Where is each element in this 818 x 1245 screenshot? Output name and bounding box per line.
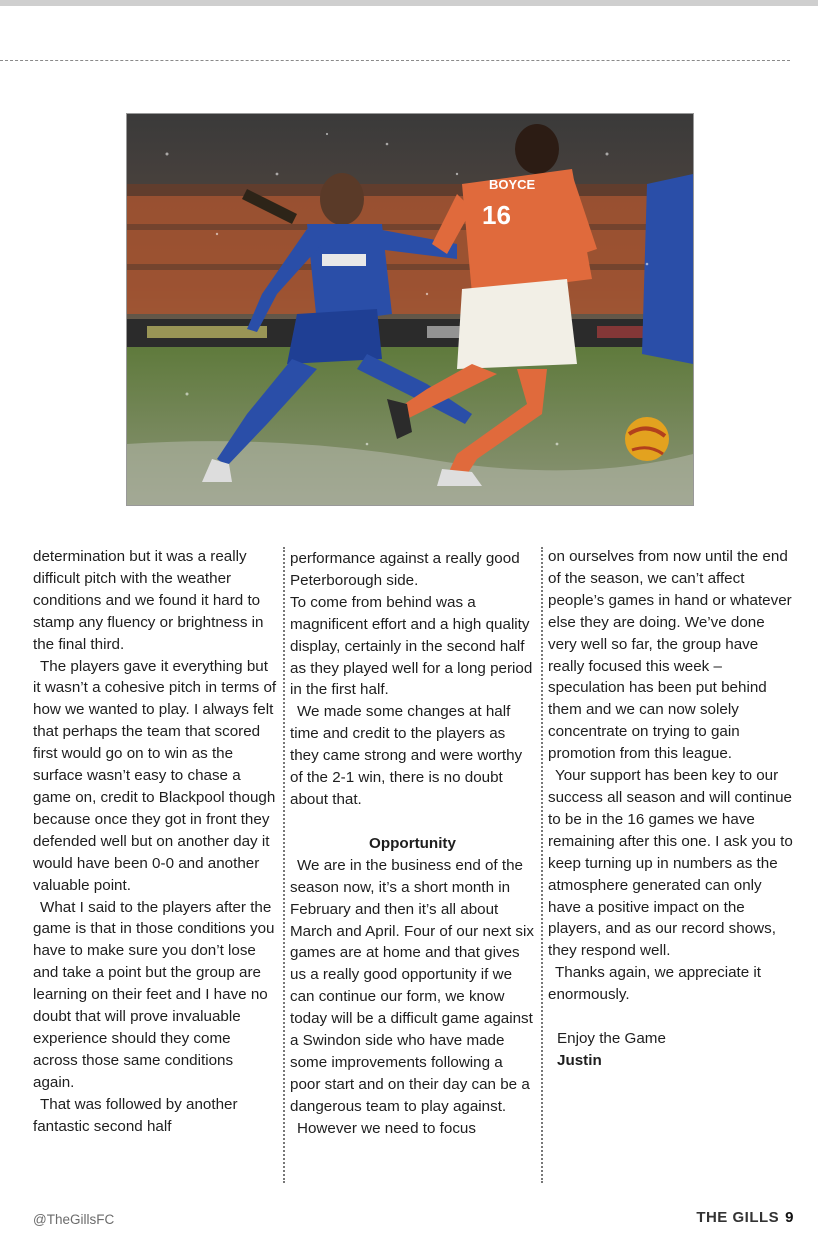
paragraph: We are in the business end of the season now, it’s a short month in February and then it’s all about March and April. Four of our next six games are at home and that gives us a really good opportunity if we can continue our form, we know today will be a difficult game against a Swindon side who have made some improvements following a poor start and on their day can be a dangerous team to play against. <box>290 856 534 1115</box>
top-rule <box>0 60 790 61</box>
page-number: 9 <box>785 1209 794 1226</box>
signer-name: Justin <box>557 1051 602 1069</box>
article-column-3 <box>548 546 796 1072</box>
paragraph: What I said to the players after the game is that in those conditions you have to make sure you don’t lose and take a point but the group are learning on their feet and I have no doubt that will prove invaluable experience should they come across those same conditions again. <box>33 898 275 1091</box>
twitter-handle: @TheGillsFC <box>33 1212 115 1227</box>
section-heading: Opportunity <box>369 834 456 852</box>
player-number-text: 16 <box>482 200 511 230</box>
player-name-text: BOYCE <box>489 177 536 192</box>
paragraph: Your support has been key to our success all season and will continue to be in the 16 games we have remaining after this one. I ask you to keep turning up in numbers as the atmosphere generated can only have a positive impact on the players, and as our record shows, they respond well. <box>548 767 793 960</box>
signoff: Enjoy the Game <box>557 1030 666 1048</box>
article-column-1 <box>33 546 278 1137</box>
football-match-photo-icon <box>127 114 693 505</box>
magazine-title: THE GILLS <box>696 1209 780 1226</box>
scan-edge <box>0 0 818 6</box>
paragraph: on ourselves from now until the end of the season, we can’t affect people’s games in hand or whatever else they are doing. We’ve done very well so far, the group have really focused this week – speculation has been put behind them and we can now solely concentrate on trying to gain promotion from this league. <box>548 548 792 763</box>
paragraph: To come from behind was a magnificent effort and a high quality display, certainly in the second half as they played well for a long period in the first half. <box>290 593 533 699</box>
article-column-2 <box>290 548 535 1140</box>
paragraph: The players gave it everything but it wasn’t a cohesive pitch in terms of how we wanted to play. I always felt that perhaps the team that scored first would go on to win as the surface wasn’t easy to chase a game on, credit to Blackpool though because once they got in front they defended well but on another day it would have been 0-0 and another valuable point. <box>33 657 277 894</box>
page-footer <box>696 1209 794 1226</box>
paragraph: Thanks again, we appreciate it enormously. <box>548 964 761 1004</box>
paragraph: However we need to focus <box>297 1119 476 1137</box>
paragraph: We made some changes at half time and credit to the players as they came strong and were worthy of the 2-1 win, there is no doubt about that. <box>290 703 523 808</box>
column-divider <box>283 547 285 1183</box>
paragraph: That was followed by another fantastic second half <box>33 1095 238 1135</box>
paragraph: performance against a really good Peterborough side. <box>290 550 520 589</box>
paragraph: determination but it was a really difficult pitch with the weather conditions and we found it hard to stamp any fluency or brightness in the final third. <box>33 548 264 653</box>
match-photo <box>126 113 694 506</box>
column-divider <box>541 547 543 1183</box>
